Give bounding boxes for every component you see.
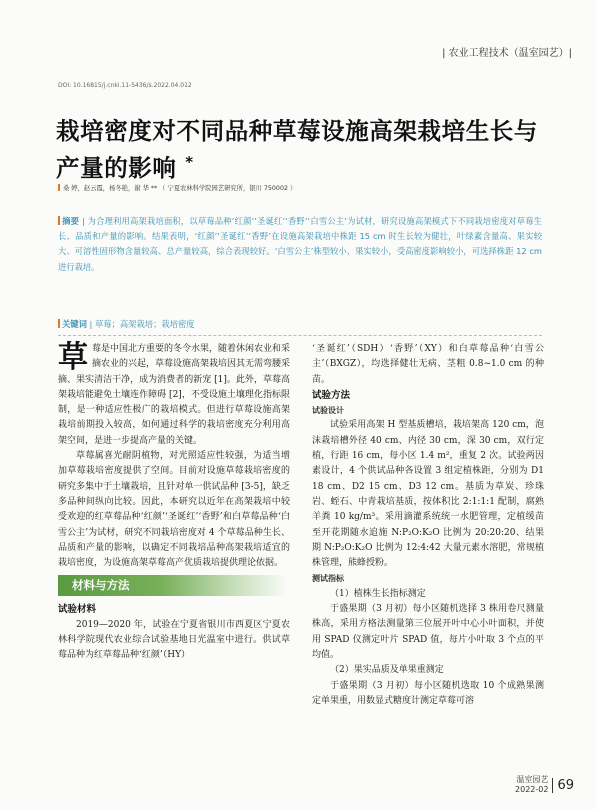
keywords: 关键词 | 草莓；高架栽培；栽培密度	[58, 318, 542, 336]
article-title	[56, 116, 556, 184]
subheading-methods: 试验方法	[312, 389, 351, 401]
item2-title: （2）果实品质及单果重测定	[330, 665, 444, 676]
left-column	[58, 342, 290, 664]
keywords-text: 草莓；高架栽培；栽培密度	[94, 319, 195, 329]
section-heading: 材料与方法	[72, 578, 130, 593]
abstract-text: 为合理利用高架栽培面积，以草莓品种‘红颜’‘圣诞红’‘香野’‘白雪公主’为试材，研究设施高架模式下不同栽培密度对草莓生长、品质和产量的影响。结果表明，‘红颜’‘圣诞红’‘香野’在设施高架栽培中株距 15 cm 时生长较为健壮，叶绿素含量高、果实较大、可溶性固形物含量较高、总产量较高，综合表现较好。‘白雪公主’株型较小、果实较小，受高密度影响较小，可选择株距 12 cm 进行栽培。	[58, 216, 542, 272]
item1-paragraph: 于盛果期（3 月初）每小区随机选择 3 株用卷尺测量株高，采用方格法测量第三位展开叶中心小叶面积，并使用 SPAD 仪测定叶片 SPAD 值，每片小叶取 3 个点的平均值。	[312, 604, 544, 660]
drop-cap: 草	[58, 340, 88, 375]
materials-paragraph: 2019—2020 年，试验在宁夏省银川市西夏区宁夏农林科学院现代农业综合试验基地日光温室中进行。供试草莓品种为红草莓品种‘红颜’（HY）	[58, 619, 290, 661]
title-footnote-mark: *	[185, 153, 194, 171]
subheading-materials: 试验材料	[58, 604, 97, 616]
authors-text: 桑 婷，赵云霞，杨冬艳，谢 华 ** （ 宁夏农林科学院园艺研究所，银川 750002 ）	[63, 185, 297, 192]
section-tag: | 农业工程技术（温室园艺）|	[442, 48, 572, 59]
accent-bar	[58, 184, 60, 191]
keywords-label: 关键词	[62, 319, 87, 329]
materials-continued: ‘圣诞红’（SDH）‘香野’（XY）和白草莓品种‘白雪公主’（BXGZ），均选择健壮无病、茎粗 0.8~1.0 cm 的种苗。	[312, 344, 544, 385]
page-footer	[515, 775, 574, 796]
item1-title: （1）植株生长指标测定	[330, 588, 426, 599]
right-column	[312, 342, 544, 709]
accent-bar	[58, 319, 60, 328]
accent-bar	[58, 216, 60, 225]
section-heading-bar	[58, 575, 288, 596]
issue-date: 2022-02	[515, 785, 549, 794]
design-paragraph: 试验采用高架 H 型基质槽培，栽培架高 120 cm，泡沫栽培槽外径 40 cm、内径 30 cm，深 30 cm，双行定植，行距 16 cm，每小区 1.4 m²，重复 2 次。试验两因素设计，4 个供试品种各设置 3 组定植株距，分别为 D1 18 cm、D2 15 cm、D3 12 cm。基质为草炭、珍珠岩、蛭石、中青栽培基质，按体积比 2:1:1:1 配制，腐熟羊粪 10 kg/m³。采用滴灌系统统一水肥管理，定植缓苗至开花期随水追施 N:P₂O:K₂O 比例为 20:20:20、结果期 N:P₂O:K₂O 比例为 12:4:42 大量元素水溶肥，常规植株管理，熊蜂授粉。	[312, 420, 544, 569]
page-number: 69	[552, 778, 574, 793]
magazine-name: 温室园艺	[516, 775, 549, 784]
footer-magazine	[515, 775, 548, 795]
doi: DOI: 10.16815/j.cnki.11-5436/s.2022.04.012	[58, 82, 192, 89]
intro-p1-text: 莓是中国北方重要的冬令水果，随着休闲农业和采摘农业的兴起，草莓设施高架栽培因其无需弯腰采摘、果实清洁干净，成为消费者的新宠 [1]。此外，草莓高架栽培能避免土壤连作障碍 [2]，不受设施土壤理化指标限制，是一种适应性极广的栽培模式。但进行草莓设施高架栽培前期投入较高，如何通过科学的栽培密度充分利用高架空间，是进一步提高产量的关键。	[58, 344, 291, 446]
authors-line	[58, 183, 296, 192]
title-text: 栽培密度对不同品种草莓设施高架栽培生长与产量的影响	[56, 117, 538, 182]
subheading-design: 试验设计	[312, 406, 344, 416]
intro-paragraph-2: 草莓属喜光耐阴植物，对光照适应性较强，为适当增加草莓栽培密度提供了空间。目前对设施草莓栽培密度的研究多集中于土壤栽培，且针对单一供试品种 [3-5]，缺乏多品种间纵向比较。因此，本研究以近年在高架栽培中较受欢迎的红草莓品种‘红颜’‘圣诞红’‘香野’和白草莓品种‘白雪公主’为试材，研究不同栽培密度对 4 个草莓品种生长、品质和产量的影响，以确定不同栽培品种高架栽培适宜的栽培密度，为设施高架草莓高产优质栽培提供理论依据。	[58, 451, 290, 569]
subheading-indicators: 测试指标	[312, 574, 344, 584]
abstract: 摘要 | 为合理利用高架栽培面积，以草莓品种‘红颜’‘圣诞红’‘香野’‘白雪公主’为试材，研究设施高架模式下不同栽培密度对草莓生长、品质和产量的影响。结果表明，‘红颜’‘圣诞红’‘香野’在设施高架栽培中株距 15 cm 时生长较为健壮，叶绿素含量高、果实较大、可溶性固形物含量较高、总产量较高，综合表现较好。‘白雪公主’株型较小、果实较小，受高密度影响较小，可选择株距 12 cm 进行栽培。	[58, 216, 542, 272]
abstract-label: 摘要	[62, 216, 80, 226]
intro-paragraph-1	[58, 342, 290, 449]
item2-paragraph: 于盛果期（3 月初）每小区随机选取 10 个成熟果测定单果重，用数显式糖度计测定草莓可溶	[312, 680, 544, 706]
